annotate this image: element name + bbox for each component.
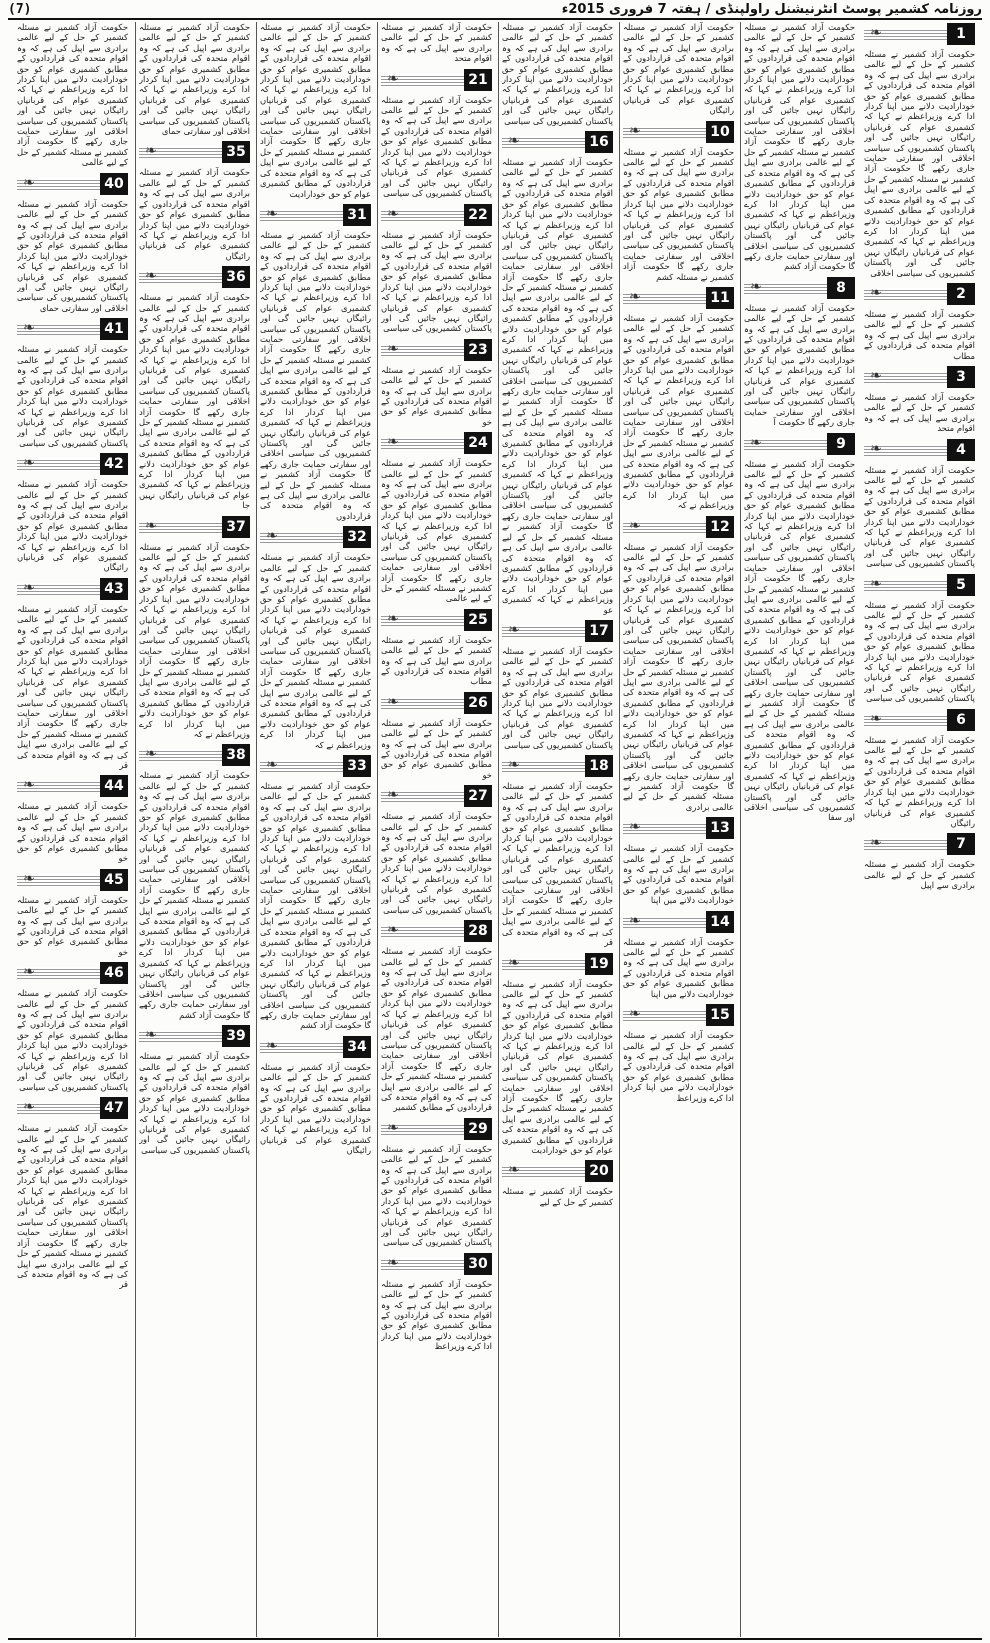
item-body-text: حکومت آزاد کشمیر نے مسئلہ کشمیر کے حل کے لیے عالمی برادری سے اپیل کی ہے کہ وہ اقوام متحدہ کی قراردادوں کے مطابق کشمیری عوام کو حق خودارادیت دلانے میں اپنا کردار ادا کرے وزیراعظم نے کہا کہ کشمیری عوام کی قربانیاں رائیگاں نہیں جائیں گی اور پاکستان کشمیریوں کی سیاسی اخلاقی اور سفارتی حمایت جاری رکھے گا حکومت آزاد کشمیر نے مسئلہ کشمیر کے حل کے لیے عالمی برادری سے اپیل کی ہے کہ وہ اقوام متحدہ کی قر — [17, 603, 128, 770]
leaf-ornament-icon: ❧ — [508, 621, 520, 638]
item-number: 15 — [706, 1004, 734, 1026]
leaf-ornament-icon: ❧ — [387, 340, 399, 357]
news-column — [377, 22, 495, 1637]
item-body-text: حکومت آزاد کشمیر نے مسئلہ کشمیر کے حل کے لیے عالمی برادری سے اپیل کی ہے کہ وہ اقوام متحدہ کی قراردادوں کے مطابق کشمیری عوام کو حق خودارادیت دلانے میں اپنا کردار ادا کرے وزیراعظم نے کہا کہ کشمیری عوام کی قربانیاں رائیگاں نہیں جائیں گی اور پاکستان کشمیریوں کی سیاسی اخلاقی اور سفارتی حمایت جاری رکھے گا حکومت آزاد کشمیر نے مسئلہ کشمیر کے حل کے لیے عالمی برادری سے اپیل کی ہے کہ وہ اقوام متحدہ کی قراردادوں کے مطابق کشمیری عوام کو حق خودارادیت — [502, 978, 613, 1155]
item-header — [502, 130, 613, 154]
item-body-text: حکومت آزاد کشمیر نے مسئلہ کشمیر کے حل کے لیے عالمی برادری سے اپیل کی ہے کہ وہ اقوام متحدہ کی قراردادوں کے مطابق کشمیری عوام کو حق خودارادیت دلانے میں اپنا کردار ادا کرے وزیراعظم نے کہا کہ کشمیری عوام کی قربانیاں رائیگاں — [864, 734, 975, 828]
item-body-text: حکومت آزاد کشمیر نے مسئلہ کشمیر کے حل کے لیے عالمی برادری سے اپیل کی ہے کہ وہ اقوام متحدہ کی قراردادوں کے مطابق کشمیری عوام کو حق خودارادیت دلانے میں اپنا — [623, 936, 734, 999]
item-number: 41 — [100, 318, 128, 340]
news-item — [864, 365, 975, 434]
news-item — [17, 172, 128, 313]
item-header — [864, 282, 975, 306]
item-header — [864, 438, 975, 462]
leaf-ornament-icon: ❧ — [23, 964, 35, 981]
item-body-text: حکومت آزاد کشمیر نے مسئلہ کشمیر کے حل کے لیے عالمی برادری سے اپیل کی ہے کہ وہ اقوام متحدہ کی قراردادوں کے مطابق کشمیری عوام کو حق خودارادیت دلانے میں اپنا کردار ادا کرے وزیراعظم نے کہا کہ کشمیری عوام کی قربانیاں رائیگاں نہیں جائیں گی اور پاکستان کشمیریوں کی سیاسی — [864, 464, 975, 569]
news-item — [17, 452, 128, 573]
news-item — [623, 515, 734, 813]
leaf-ornament-icon: ❧ — [629, 517, 641, 534]
leaf-ornament-icon: ❧ — [387, 70, 399, 87]
item-body-text: حکومت آزاد کشمیر نے مسئلہ کشمیر کے حل کے لیے عالمی برادری سے اپیل کی ہے کہ وہ اقوام متحدہ کی قراردادوں کے مطابق کشمیری عوام کو حق خودارادیت دلانے میں اپنا کردار ادا کرے وزیراعظ — [623, 1030, 734, 1103]
news-item — [623, 22, 734, 116]
news-item — [864, 438, 975, 569]
item-body-text: حکومت آزاد کشمیر نے مسئلہ کشمیر کے حل کے لیے عالمی برادری سے اپیل کی ہے کہ وہ اقوام متحدہ کی قراردادوں کے مطابق کشمیری عوام کو حق خودارادیت دلانے میں اپنا کردار ادا کرے وزیراعظم نے کہا کہ کشمیری عوام کی قربانیاں رائیگاں نہیں جائیں گی اور پاکستان کشمیریوں کی سیاسی اخلاقی اور سفارتی حمایت جاری رکھے گا حکومت آزاد کشمیر نے مسئلہ کشمیر کے حل کے لیے عالمی برادری سے اپیل کی ہے کہ وہ اقوام متحدہ کی قراردادوں کے مطابق کشمیری عوام کو حق خودارادیت دلانے میں اپنا کردار ادا کرے وزیراعظم نے کہا کہ کشمیری عوام کی قربانیاں رائیگاں نہیں جائیں گی اور پاکستان کشمیریوں کی سیاسی اخلاقی اور سفارتی حمایت جاری رکھے گا حکومت آزاد کشمیر نے مسئلہ کشمیر کے حل کے لیے عالمی برادری سے اپیل کی ہے کہ وہ اقوام متحدہ کی قراردادوں — [260, 229, 371, 521]
item-header — [381, 68, 492, 92]
news-item — [17, 774, 128, 863]
item-header — [139, 1024, 250, 1048]
news-item — [502, 619, 613, 750]
item-number: 14 — [706, 911, 734, 933]
leaf-ornament-icon: ❧ — [23, 455, 35, 472]
item-body-text: حکومت آزاد کشمیر نے مسئلہ کشمیر کے حل کے لیے عالمی برادری سے اپیل کی ہے کہ وہ اقوام متحدہ کی قراردادوں کے مطابق کشمیری عوام کو حق خودارادیت دلانے میں اپنا کردار ادا کرے وزیراعظم نے کہا کہ کشمیری عوام کی قربانیاں رائیگاں نہیں جائیں گی اور پاکستان کشمیریوں کی سیاسی اخلاقی اور سفارتی حمایت جاری رکھے گا حکومت آزاد کشمیر نے مسئلہ کشمیر کے حل کے لیے عالمی برادری سے اپیل کی ہے کہ وہ اقوام متحدہ کی قر — [502, 781, 613, 948]
item-header — [502, 619, 613, 643]
item-number: 32 — [343, 526, 371, 548]
item-number: 27 — [464, 785, 492, 807]
news-item — [139, 743, 250, 1020]
item-header — [864, 573, 975, 597]
item-number: 6 — [947, 709, 975, 731]
leaf-ornament-icon: ❧ — [23, 1099, 35, 1116]
news-item — [139, 22, 250, 136]
item-number: 1 — [947, 23, 975, 45]
news-item — [17, 868, 128, 957]
leaf-ornament-icon: ❧ — [870, 835, 882, 852]
item-header — [381, 608, 492, 632]
leaf-ornament-icon: ❧ — [266, 757, 278, 773]
item-header — [744, 276, 855, 300]
item-number: 3 — [947, 366, 975, 388]
item-body-text: حکومت آزاد کشمیر نے مسئلہ کشمیر کے حل کے لیے — [502, 1186, 613, 1207]
leaf-ornament-icon: ❧ — [266, 528, 278, 545]
leaf-ornament-icon: ❧ — [870, 710, 882, 727]
news-item — [17, 22, 128, 168]
item-header — [260, 1035, 371, 1059]
item-number: 10 — [706, 121, 734, 143]
item-header — [381, 691, 492, 715]
item-body-text: حکومت آزاد کشمیر نے مسئلہ کشمیر کے حل کے لیے عالمی برادری سے اپیل کی ہے کہ وہ اقوام متحدہ کی قراردادوں کے مطابق کشمیری عوام کو حق خودارادیت دلانے میں اپنا کردار ادا کرے وزیراعظم نے کہا کہ کشمیری عوام کی قربانیاں رائیگاں نہیں جائیں گی اور پاکستان کشمیریوں کی سیاسی اخلاقی اور سفارتی حمایت جاری رکھے گا حکومت آزاد کشمیر نے مسئلہ کشمیر کے حل کے لیے عالمی برادری سے اپیل کی ہے کہ وہ اقوام متحدہ کی قراردادوں کے مطابق کشمیری عوام کو حق خودارادیت دلانے میں اپنا کردار ادا کرے وزیراعظم نے کہا کہ کشمیری عوام کی قربانیاں رائیگاں نہیں جائیں گی اور پاکستان کشمیریوں کی سیاسی اخلاقی اور سفارتی حمایت جاری رکھے گا حکومت آزاد کشم — [139, 770, 250, 1020]
item-body-text: حکومت آزاد کشمیر نے مسئلہ کشمیر کے حل کے لیے عالمی برادری سے اپیل کی ہے کہ وہ اقوام متحدہ کی قراردادوں کے مطابق کشمیری عوام کو حق خودارادیت دلانے میں اپنا کردار ادا کرے وزیراعظم نے کہا کہ کشمیری عوام کی قربانیاں رائیگاں — [139, 167, 250, 261]
item-number: 35 — [222, 141, 250, 163]
item-header — [502, 1159, 613, 1183]
item-number: 33 — [343, 755, 371, 777]
news-item — [17, 317, 128, 448]
item-body-text: حکومت آزاد کشمیر نے مسئلہ کشمیر کے حل کے لیے عالمی برادری سے اپیل کی ہے کہ وہ اقوام متحدہ کی قراردادوں کے مطاب — [381, 634, 492, 687]
leaf-ornament-icon: ❧ — [750, 434, 762, 451]
item-header — [17, 868, 128, 892]
item-number: 38 — [222, 744, 250, 766]
item-header — [17, 1096, 128, 1120]
leaf-ornament-icon: ❧ — [387, 693, 399, 710]
item-body-text: حکومت آزاد کشمیر نے مسئلہ کشمیر کے حل کے لیے عالمی برادری سے اپیل کی ہے کہ وہ اقوام متحدہ کی قراردادوں کے مطابق کشمیری عوام کو حق خودارادیت دلانے میں اپنا کردار ادا کرے وزیراعظم نے کہا کہ کشمیری عوام کی قربانیاں رائیگاں نہیں جائیں گی اور پاکستان کشمیریوں کی سیاسی اخلاقی اور سفارتی حمایت جاری رکھے گا حکومت آزاد کشمیر نے مسئلہ کشمیر کے حل کے لیے عالمی برادری سے اپیل کی ہے کہ وہ اقوام متحدہ کی قراردادوں کے مطابق کشمیری عوام کو حق خودارادیت دلانے میں اپنا کردار ادا کرے وزیراعظم نے کہ — [260, 552, 371, 750]
item-number: 39 — [222, 1025, 250, 1047]
leaf-ornament-icon: ❧ — [266, 205, 278, 222]
news-column — [619, 22, 737, 1637]
page-number: (7) — [8, 1, 32, 17]
leaf-ornament-icon: ❧ — [23, 579, 35, 596]
leaf-ornament-icon: ❧ — [508, 954, 520, 971]
item-body-text: حکومت آزاد کشمیر نے مسئلہ کشمیر کے حل کے لیے عالمی برادری سے اپیل کی ہے کہ وہ اقوام متحدہ کی قراردادوں کے مطابق کشمیری عوام کو حق خودارادیت دلانے میں اپنا کردار ادا کرے وزیراعظم نے کہا کہ کشمیری عوام کی قربانیاں رائیگاں — [623, 22, 734, 116]
item-body-text: حکومت آزاد کشمیر نے مسئلہ کشمیر کے حل کے لیے عالمی برادری سے اپیل کی ہے کہ وہ اقوام متحدہ کی قراردادوں کے مطابق کشمیری عوام کو حق خودارادیت دلانے میں اپنا — [623, 843, 734, 906]
item-number: 19 — [585, 953, 613, 975]
item-number: 45 — [100, 869, 128, 891]
item-header — [17, 317, 128, 341]
item-body-text: حکومت آزاد کشمیر نے مسئلہ کشمیر کے حل کے لیے عالمی برادری سے اپیل کی ہے کہ وہ اقوام متحدہ کی قراردادوں کے مطاب — [864, 308, 975, 361]
item-header — [502, 952, 613, 976]
news-item — [139, 265, 250, 511]
news-item — [139, 515, 250, 740]
item-header — [744, 432, 855, 456]
leaf-ornament-icon: ❧ — [387, 205, 399, 222]
item-number: 9 — [827, 433, 855, 455]
leaf-ornament-icon: ❧ — [387, 1254, 399, 1271]
item-number: 25 — [464, 609, 492, 631]
item-number: 18 — [585, 755, 613, 777]
leaf-ornament-icon: ❧ — [870, 284, 882, 301]
item-header — [623, 910, 734, 934]
news-item — [260, 1035, 371, 1156]
item-body-text: حکومت آزاد کشمیر نے مسئلہ کشمیر کے حل کے لیے عالمی برادری سے اپیل کی ہے کہ وہ اقوام متحدہ کی قراردادوں کے مطابق کشمیری عوام کو حق خودارادیت دلانے میں اپنا کردار ادا کرے وزیراعظم نے کہا کہ کشمیری عوام کی قربانیاں رائیگاں نہیں جائیں گی اور پاکستان کشمیریوں کی سیاسی اخلاقی اور سفارتی حمایت جاری رکھے گا حکومت آزاد کشمیر نے مسئلہ کشمیر کے حل کے لیے عالمی برادری سے اپیل کی ہے کہ وہ اقوام متحدہ کی قراردادوں کے مطابق کشمیر — [381, 946, 492, 1113]
item-body-text: حکومت آزاد کشمیر نے مسئلہ کشمیر کے حل کے لیے عالمی برادری سے اپیل کی ہے کہ وہ اقوام متحدہ کی قراردادوں کے مطابق کشمیری عوام کو حق خودارادیت دلانے میں اپنا کردار ادا کرے وزیراعظ — [381, 1278, 492, 1352]
item-number: 42 — [100, 453, 128, 475]
item-body-text: حکومت آزاد کشمیر نے مسئلہ کشمیر کے حل کے لیے عالمی برادری سے اپیل کی ہے کہ وہ اقوام متحدہ کی قراردادوں کے مطابق کشمیری عوام کو حق خودارادیت دلانے میں اپنا کردار ادا کرے وزیراعظم نے کہا کہ کشمیری عوام کی قربانیاں رائیگاں نہیں جائیں گی اور پاکستان کشمیریوں کی سیاسی — [864, 599, 975, 704]
news-item — [864, 22, 975, 278]
item-header — [17, 577, 128, 601]
leaf-ornament-icon: ❧ — [870, 440, 882, 457]
item-number: 31 — [343, 204, 371, 226]
item-header — [17, 452, 128, 476]
news-item — [381, 203, 492, 334]
item-number: 26 — [464, 692, 492, 714]
news-item — [381, 919, 492, 1113]
item-body-text: حکومت آزاد کشمیر نے مسئلہ کشمیر کے حل کے لیے عالمی برادری سے اپیل کی ہے کہ وہ اقوام متحد — [381, 22, 492, 64]
item-body-text: حکومت آزاد کشمیر نے مسئلہ کشمیر کے حل کے لیے عالمی برادری سے اپیل کی ہے کہ وہ اقوام متحدہ کی قراردادوں کے مطابق کشمیری عوام کو حق خودارادیت دلانے میں اپنا کردار ادا کرے وزیراعظم نے کہا کہ کشمیری عوام کی قربانیاں رائیگاں نہیں جائیں گی اور پاکستان کشمیریوں کی سیاسی اخلاقی اور سفارتی حمایت جاری رکھے گا حکومت آزاد کشمیر نے مسئلہ کشمیر کے حل کے لیے عالمی — [381, 458, 492, 604]
masthead-title: روزنامہ کشمیر پوسٹ انٹرنیشنل راولپنڈی / ہفتہ 7 فروری 2015ء — [561, 1, 982, 17]
item-number: 30 — [464, 1253, 492, 1275]
item-number: 47 — [100, 1097, 128, 1119]
leaf-ornament-icon: ❧ — [387, 434, 399, 451]
news-item — [381, 1117, 492, 1248]
news-column — [135, 22, 253, 1637]
item-number: 8 — [827, 277, 855, 299]
news-item — [864, 708, 975, 829]
news-item — [139, 140, 250, 261]
item-body-text: حکومت آزاد کشمیر نے مسئلہ کشمیر کے حل کے لیے عالمی برادری سے اپیل کی ہے کہ وہ اقوام متحدہ کی قراردادوں کے مطابق کشمیری عوام کو حق خودارادیت دلانے میں اپنا کردار ادا کرے وزیراعظم نے کہا کہ کشمیری عوام کی قربانیاں رائیگاں نہیں جائیں گی اور پاکستان کشمیریوں کی سیاسی اخلاقی اور سفارتی حمایت جاری رکھے گا حکومت آزاد کشمیر نے مسئلہ کشمیر کے حل کے لیے عالمی برادری سے اپیل کی ہے کہ وہ اقوام متحدہ کی قراردادوں کے مطابق کشمیری عوام کو حق خودارادیت دلانے میں اپنا کردار ادا کرے وزیراعظم نے کہا کہ کشمیری عوام کی قربانیاں رائیگاں نہیں جائیں گی اور پاکستان کشمیریوں کی سیاسی اخلاقی اور سفارتی حمایت جاری رکھے گا حکومت آزاد کشم — [744, 22, 855, 272]
leaf-ornament-icon: ❧ — [870, 25, 882, 41]
item-number: 36 — [222, 266, 250, 288]
leaf-ornament-icon: ❧ — [508, 133, 520, 150]
item-body-text: حکومت آزاد کشمیر نے مسئلہ کشمیر کے حل کے لیے عالمی برادری سے اپیل کی ہے کہ وہ اقوام متحدہ کی قراردادوں کے مطابق کشمیری عوام کو حق خودارادیت دلانے میں اپنا کردار ادا کرے وزیراعظم نے کہا کہ کشمیری عوام کی قربانیاں رائیگاں نہیں جائیں گی اور پاکستان کشمیریوں کی سیاسی — [17, 344, 128, 448]
item-number: 21 — [464, 69, 492, 91]
news-item — [17, 961, 128, 1092]
news-item — [139, 1024, 250, 1155]
leaf-ornament-icon: ❧ — [387, 1119, 399, 1136]
news-item — [381, 608, 492, 687]
item-body-text: حکومت آزاد کشمیر نے مسئلہ کشمیر کے حل کے لیے عالمی برادری سے اپیل کی ہے کہ وہ اقوام متحدہ کی قراردادوں کے مطابق کشمیری عوام کو حق خو — [381, 717, 492, 780]
news-column — [256, 22, 374, 1637]
item-body-text: حکومت آزاد کشمیر نے مسئلہ کشمیر کے حل کے لیے عالمی برادری سے اپیل کی ہے کہ وہ اقوام متحدہ کی قراردادوں کے مطابق کشمیری عوام کو حق خودارادیت دلانے میں اپنا کردار ادا کرے وزیراعظم نے کہا کہ کشمیری عوام کی قربانیاں رائیگاں نہیں جائیں گی اور پاکستان کشمیریوں کی سیاسی — [502, 645, 613, 750]
leaf-ornament-icon: ❧ — [629, 912, 641, 929]
news-item — [381, 431, 492, 604]
item-header — [260, 203, 371, 227]
leaf-ornament-icon: ❧ — [145, 268, 157, 285]
item-header — [381, 919, 492, 943]
item-body-text: حکومت آزاد کشمیر نے مسئلہ کشمیر کے حل کے لیے عالمی برادری سے اپیل کی ہے کہ وہ اقوام متحد — [864, 391, 975, 434]
item-number: 4 — [947, 439, 975, 461]
leaf-ornament-icon: ❧ — [870, 367, 882, 384]
item-body-text: حکومت آزاد کشمیر نے مسئلہ کشمیر کے حل کے لیے عالمی برادری سے اپیل کی ہے کہ وہ اقوام متحدہ کی قراردادوں کے مطابق کشمیری عوام کو حق خودارادیت دلانے میں اپنا کردار ادا کرے وزیراعظم نے کہا کہ کشمیری عوام کی قربانیاں رائیگاں نہیں جائیں گی اور پاکستان کشمیریوں کی سیاسی اخلاقی اور سفارتی حمایت جاری رکھے گا حکومت آزاد کشمیر نے مسئلہ کشمیر کے حل کے لیے عالمی — [17, 22, 128, 168]
item-body-text: حکومت آزاد کشمیر نے مسئلہ کشمیر کے حل کے لیے عالمی برادری سے اپیل کی ہے کہ وہ اقوام متحدہ کی قراردادوں کے مطابق کشمیری عوام کو حق خودارادیت دلانے میں اپنا کردار ادا کرے وزیراعظم نے کہا کہ کشمیری عوام کی قربانیاں رائیگاں نہیں جائیں گی اور پاکستان کشمیریوں کی سیاسی اخلاقی اور سفارتی حمایت جاری رکھے گا حکومت آزاد کشمیر نے مسئلہ کشمیر کے حل کے لیے عالمی برادری سے اپیل کی ہے کہ وہ اقوام متحدہ کی قراردادوں کے مطابق کشمیری عوام کو حق خودارادیت دلانے میں اپنا کردار ادا کرے وزیراعظم نے کہ — [623, 312, 734, 511]
leaf-ornament-icon: ❧ — [23, 320, 35, 337]
leaf-ornament-icon: ❧ — [23, 174, 35, 191]
leaf-ornament-icon: ❧ — [387, 922, 399, 939]
item-number: 23 — [464, 339, 492, 361]
leaf-ornament-icon: ❧ — [145, 143, 157, 160]
item-header — [864, 708, 975, 732]
item-number: 40 — [100, 173, 128, 195]
leaf-ornament-icon: ❧ — [145, 1027, 157, 1044]
item-number: 24 — [464, 432, 492, 454]
news-item — [623, 1003, 734, 1103]
item-number: 12 — [706, 516, 734, 538]
item-number: 28 — [464, 920, 492, 942]
leaf-ornament-icon: ❧ — [629, 288, 641, 305]
footer-rule — [8, 1638, 982, 1640]
masthead — [8, 0, 982, 20]
leaf-ornament-icon: ❧ — [145, 517, 157, 534]
news-item — [502, 952, 613, 1156]
item-body-text: حکومت آزاد کشمیر نے مسئلہ کشمیر کے حل کے لیے عالمی برادری سے اپیل کی ہے کہ وہ اقوام متحدہ کی قراردادوں کے مطابق کشمیری عوام کو حق خودارادیت دلانے میں اپنا کردار ادا کرے وزیراعظم نے کہا کہ کشمیری عوام کی قربانیاں رائیگاں نہیں جائیں گی اور پاکستان کشمیریوں کی سیاسی اخلاقی اور سفارتی حمایت جاری رکھے گا حکومت آزاد کشمیر نے مسئلہ کشمیر کے حل کے لیے عالمی برادری سے اپیل کی ہے کہ وہ اقوام متحدہ کی قراردادوں کے مطابق کشمیری عوام کو حق خودارادیت دلانے میں اپنا کردار ادا کرے وزیراعظم نے کہا کہ کشمیری عوام کی قربانیاں رائیگاں نہیں جائیں گی اور پاکستان کشمیریوں کی سیاسی اخلاقی اور سفارتی حمایت جاری رکھے گا حکومت آزاد کشمیر نے مسئلہ کشمیر کے حل کے لیے عالمی برادری سے اپیل کی ہے کہ وہ اقوام متحدہ کی قراردادوں کے مطابق کشمیری عوام کو حق خودارادیت دلانے میں اپنا کردار ادا کرے وزیراعظم نے کہا کہ کشمیری عوام کی قربانیاں رائیگاں نہیں جائیں گی اور پاکستان کشمیریوں کی سیاسی اخلاقی اور سفارتی حمایت جاری رکھے گا حکومت آزاد کشمیر نے مسئلہ کشمیر کے حل کے لیے عالمی برادری سے اپیل کی ہے کہ وہ اقوام متحدہ کی قراردادوں کے مطابق کشمیری عوام کو حق خودارادیت دلانے میں اپنا کردار ادا کرے وزیراعظم نے کہا کہ کشمیری عو — [502, 157, 613, 615]
news-item — [502, 754, 613, 948]
news-item — [17, 577, 128, 771]
item-body-text: حکومت آزاد کشمیر نے مسئلہ کشمیر کے حل کے لیے عالمی برادری سے اپیل کی ہے کہ وہ اقوام متحدہ کی قراردادوں کے مطابق کشمیری عوام کو حق خودارادیت دلانے میں اپنا کردار ادا کرے وزیراعظم نے کہا کہ کشمیری عوام کی قربانیاں رائیگاں نہیں جائیں گی اور پاکستان کشمیریوں کی سیاسی اخلاقی اور سفارتی حمایت جاری رکھے گا حکومت آزاد کشمیر نے مسئلہ کشم — [623, 146, 734, 282]
item-header — [260, 754, 371, 778]
item-header — [623, 1003, 734, 1027]
leaf-ornament-icon: ❧ — [266, 1037, 278, 1054]
item-body-text: حکومت آزاد کشمیر نے مسئلہ کشمیر کے حل کے لیے عالمی برادری سے اپیل کی ہے کہ وہ اقوام متحدہ کی قراردادوں کے مطابق کشمیری عوام کو حق خودارادیت دلانے میں اپنا کردار ادا کرے وزیراعظم نے کہا کہ کشمیری عوام کی قربانیاں رائیگاں نہیں جائیں گی اور پاکستان کشمیریوں کی سیاسی اخلاقی اور سفارتی حمایت جاری رکھے گا حکومت آ — [744, 302, 855, 428]
news-item — [381, 691, 492, 780]
item-body-text: حکومت آزاد کشمیر نے مسئلہ کشمیر کے حل کے لیے عالمی برادری سے اپیل کی ہے کہ وہ اقوام متحدہ کی قراردادوں کے مطابق کشمیری عوام کو حق خودارادیت دلانے میں اپنا کردار ادا کرے وزیراعظم نے کہا کہ کشمیری عوام کی قربانیاں رائیگاں نہیں جائیں گی اور پاکستان کشمیریوں کی سیاسی اخلاقی اور سفارتی حمایت جاری رکھے گا حکومت آزاد کشمیر نے مسئلہ کشمیر کے حل کے لیے عالمی برادری سے اپیل کی ہے کہ وہ اقوام متحدہ کی قر — [17, 1123, 128, 1290]
item-body-text: حکومت آزاد کشمیر نے مسئلہ کشمیر کے حل کے لیے عالمی برادری سے اپیل کی ہے کہ وہ اقوام متحدہ کی قراردادوں کے مطابق کشمیری عوام کو حق خودارادیت دلانے میں اپنا کردار ادا کرے وزیراعظم نے کہا کہ کشمیری عوام کی قربانیاں رائیگاں — [260, 1061, 371, 1155]
leaf-ornament-icon: ❧ — [387, 787, 399, 804]
item-number: 34 — [343, 1036, 371, 1058]
item-header — [381, 431, 492, 455]
item-header — [623, 515, 734, 539]
news-item — [260, 203, 371, 521]
item-header — [139, 265, 250, 289]
item-number: 43 — [100, 578, 128, 600]
news-item — [744, 276, 855, 428]
item-header — [17, 172, 128, 196]
item-number: 11 — [706, 287, 734, 309]
item-header — [864, 832, 975, 856]
item-header — [864, 365, 975, 389]
item-body-text: حکومت آزاد کشمیر نے مسئلہ کشمیر کے حل کے لیے عالمی برادری سے اپیل کی ہے کہ وہ اقوام متحدہ کی قراردادوں کے مطابق کشمیری عوام کو حق خودارادیت دلانے میں اپنا کردار ادا کرے وزیراعظم نے کہا کہ کشمیری عوام کی قربانیاں رائیگاں نہیں جائیں گی اور پاکستان کشمیریوں کی سیاسی اخلاقی اور سفارتی حمایت جاری رکھے گا حکومت آزاد کشمیر نے مسئلہ کشمیر کے حل کے لیے عالمی برادری سے اپیل کی ہے کہ وہ اقوام متحدہ کی قراردادوں کے مطابق کشمیری عوام کو حق خودارادیت دلانے میں اپنا کردار ادا کرے وزیراعظم نے کہا کہ کشمیری عوام کی قربانیاں رائیگاں نہیں جائیں گی اور پاکستان کشمیریوں کی سیاسی اخلاقی اور سفارتی حمایت جاری رکھے گا حکومت آزاد کشم — [260, 781, 371, 1031]
leaf-ornament-icon: ❧ — [629, 1006, 641, 1023]
item-header — [381, 203, 492, 227]
news-item — [502, 130, 613, 615]
news-item — [623, 120, 734, 282]
leaf-ornament-icon: ❧ — [750, 278, 762, 295]
item-header — [17, 774, 128, 798]
item-body-text: حکومت آزاد کشمیر نے مسئلہ کشمیر کے حل کے لیے عالمی برادری سے اپیل کی ہے کہ وہ اقوام متحدہ کی قراردادوں کے مطابق کشمیری عوام کو حق خودارادیت دلانے میں اپنا کردار ادا کرے وزیراعظم نے کہا کہ کشمیری عوام کی قربانیاں رائیگاں نہیں جائیں گی اور پاکستان کشمیریوں کی سیاسی — [381, 94, 492, 199]
item-number: 7 — [947, 833, 975, 855]
item-number: 20 — [585, 1160, 613, 1182]
item-body-text: حکومت آزاد کشمیر نے مسئلہ کشمیر کے حل کے لیے عالمی برادری سے اپیل کی ہے کہ وہ اقوام متحدہ کی قراردادوں کے مطابق کشمیری عوام کو حق خو — [381, 364, 492, 427]
item-number: 44 — [100, 775, 128, 797]
news-item — [381, 22, 492, 64]
news-item — [260, 22, 371, 199]
item-body-text: حکومت آزاد کشمیر نے مسئلہ کشمیر کے حل کے لیے عالمی برادری سے اپیل کی ہے کہ وہ اقوام متحدہ کی قراردادوں کے مطابق کشمیری عوام کو حق خودارادیت دلانے میں اپنا کردار ادا کرے وزیراعظم نے کہا کہ کشمیری عوام کی قربانیاں رائیگاں — [17, 479, 128, 573]
news-item — [381, 68, 492, 199]
item-body-text: حکومت آزاد کشمیر نے مسئلہ کشمیر کے حل کے لیے عالمی برادری سے اپیل کی ہے کہ وہ اقوام متحدہ کی قراردادوں کے مطابق کشمیری عوام کو حق خودارادیت دلانے میں اپنا کردار ادا کرے وزیراعظم نے کہا کہ کشمیری عوام کی قربانیاں رائیگاں نہیں جائیں گی اور پاکستان کشمیریوں کی سیاسی — [381, 229, 492, 334]
item-header — [623, 286, 734, 310]
item-number: 22 — [464, 204, 492, 226]
news-column — [498, 22, 616, 1637]
item-number: 17 — [585, 620, 613, 642]
item-body-text: حکومت آزاد کشمیر نے مسئلہ کشمیر کے حل کے لیے عالمی برادری سے اپیل کی ہے کہ وہ اقوام متحدہ کی قراردادوں کے مطابق کشمیری عوام کو حق خودارادیت دلانے میں اپنا کردار ادا کرے وزیراعظم نے کہا کہ کشمیری عوام کی قربانیاں رائیگاں نہیں جائیں گی اور پاکستان کشمیریوں کی سیاسی — [502, 22, 613, 126]
item-body-text: حکومت آزاد کشمیر نے مسئلہ کشمیر کے حل کے لیے عالمی برادری سے اپیل کی ہے کہ وہ اقوام متحدہ کی قراردادوں کے مطابق کشمیری عوام کو حق خودارادیت دلانے میں اپنا کردار ادا کرے وزیراعظم نے کہا کہ کشمیری عوام کی قربانیاں رائیگاں نہیں جائیں گی اور پاکستان کشمیریوں کی سیاسی — [17, 988, 128, 1092]
item-number: 37 — [222, 516, 250, 538]
item-header — [502, 754, 613, 778]
item-header — [381, 784, 492, 808]
news-item — [623, 816, 734, 905]
leaf-ornament-icon: ❧ — [508, 1162, 520, 1179]
item-body-text: حکومت آزاد کشمیر نے مسئلہ کشمیر کے حل کے لیے عالمی برادری سے اپیل کی ہے کہ وہ اقوام متحدہ کی قراردادوں کے مطابق کشمیری عوام کو حق خودارادیت دلانے میں اپنا کردار ادا کرے وزیراعظم نے کہا کہ کشمیری عوام کی قربانیاں رائیگاں نہیں جائیں گی اور پاکستان کشمیریوں کی سیاسی اخلاقی اور سفارتی حمای — [17, 198, 128, 313]
leaf-ornament-icon: ❧ — [145, 746, 157, 763]
item-header — [139, 515, 250, 539]
leaf-ornament-icon: ❧ — [508, 757, 520, 773]
item-body-text: حکومت آزاد کشمیر نے مسئلہ کشمیر کے حل کے لیے عالمی برادری سے اپیل کی ہے کہ وہ اقوام متحدہ کی قراردادوں کے مطابق کشمیری عوام کو حق خودارادیت دلانے میں اپنا کردار ادا کرے وزیراعظم نے کہا کہ کشمیری عوام کی قربانیاں رائیگاں نہیں جائیں گی اور پاکستان کشمیریوں کی سیاسی اخلاقی اور سفارتی حمایت جاری رکھے گا حکومت آزاد کشمیر نے مسئلہ کشمیر کے حل کے لیے عالمی برادری سے اپیل کی ہے کہ وہ اقوام متحدہ کی قراردادوں کے مطابق کشمیری عوام کو حق خودارادیت دلانے میں اپنا کردار ادا کرے وزیراعظم نے کہ — [139, 541, 250, 739]
item-number: 16 — [585, 131, 613, 153]
news-item — [17, 1096, 128, 1290]
item-body-text: حکومت آزاد کشمیر نے مسئلہ کشمیر کے حل کے لیے عالمی برادری سے اپیل کی ہے کہ وہ اقوام متحدہ کی قراردادوں کے مطابق کشمیری عوام کو حق خودارادیت دلانے میں اپنا کردار ادا کرے وزیراعظم نے کہا کہ کشمیری عوام کی قربانیاں رائیگاں نہیں جائیں گی اور پاکستان کشمیریوں کی سیاسی اخلاقی اور سفارتی حمایت جاری رکھے گا حکومت آزاد کشمیر نے مسئلہ کشمیر کے حل کے لیے عالمی برادری سے اپیل کی ہے کہ وہ اقوام متحدہ کی قراردادوں کے مطابق کشمیری عوام کو حق خودارادیت دلانے میں اپنا کردار ادا کرے وزیراعظم نے کہا کہ کشمیری عوام کی قربانیاں رائیگاں نہیں جائیں گی اور پاکستان کشمیریوں کی سیاسی اخلاقی اور سفارتی حمایت جاری رکھے گا حکومت آزاد کشمیر نے مسئلہ کشمیر کے حل کے لیے عالمی برادری — [623, 541, 734, 812]
item-body-text: حکومت آزاد کشمیر نے مسئلہ کشمیر کے حل کے لیے عالمی برادری سے اپیل کی ہے کہ وہ اقوام متحدہ کی قراردادوں کے مطابق کشمیری عوام کو حق خودارادیت دلانے میں اپنا کردار ادا کرے وزیراعظم نے کہا کہ کشمیری عوام کی قربانیاں رائیگاں نہیں جائیں گی اور پاکستان کشمیریوں کی سیاسی اخلاقی اور سفارتی حمای — [139, 22, 250, 137]
leaf-ornament-icon: ❧ — [629, 819, 641, 836]
item-number: 5 — [947, 574, 975, 596]
news-item — [623, 286, 734, 511]
leaf-ornament-icon: ❧ — [23, 870, 35, 887]
item-body-text: حکومت آزاد کشمیر نے مسئلہ کشمیر کے حل کے لیے عالمی برادری سے اپیل کی ہے کہ وہ اقوام متحدہ کی قراردادوں کے مطابق کشمیری عوام کو حق خودارادیت دلانے میں اپنا کردار ادا کرے وزیراعظم نے کہا کہ کشمیری عوام کی قربانیاں رائیگاں نہیں جائیں گی اور پاکستان کشمیریوں کی سیاسی — [381, 811, 492, 915]
item-header — [139, 140, 250, 164]
news-item — [381, 1252, 492, 1352]
item-header — [623, 816, 734, 840]
news-item — [864, 282, 975, 361]
leaf-ornament-icon: ❧ — [629, 122, 641, 139]
news-item — [260, 525, 371, 750]
news-item — [502, 1159, 613, 1207]
item-header — [623, 120, 734, 144]
news-column — [861, 22, 978, 1637]
leaf-ornament-icon: ❧ — [387, 610, 399, 627]
leaf-ornament-icon: ❧ — [23, 777, 35, 794]
item-number: 46 — [100, 962, 128, 984]
news-column — [740, 22, 858, 1637]
news-item — [623, 910, 734, 999]
item-body-text: حکومت آزاد کشمیر نے مسئلہ کشمیر کے حل کے لیے عالمی برادری سے اپیل کی ہے کہ وہ اقوام متحدہ کی قراردادوں کے مطابق کشمیری عوام کو حق خودارادیت دلانے میں اپنا کردار ادا کرے وزیراعظم نے کہا کہ کشمیری عوام کی قربانیاں رائیگاں نہیں جائیں گی اور پاکستان کشمیریوں کی سیاسی — [139, 1051, 250, 1155]
item-body-text: حکومت آزاد کشمیر نے مسئلہ کشمیر کے حل کے لیے عالمی برادری سے اپیل کی ہے کہ وہ اقوام متحدہ کی قراردادوں کے مطابق کشمیری عوام کو حق خودارادیت دلانے میں اپنا کردار ادا کرے وزیراعظم نے کہا کہ کشمیری عوام کی قربانیاں رائیگاں نہیں جائیں گی اور پاکستان کشمیریوں کی سیاسی اخلاقی اور سفارتی حمایت جاری رکھے گا حکومت آزاد کشمیر نے مسئلہ کشمیر کے حل کے لیے عالمی برادری سے اپیل کی ہے کہ وہ اقوام متحدہ کی قراردادوں کے مطابق کشمیری عوام کو حق خودارادیت دلانے میں اپنا کردار ادا کرے وزیراعظم نے کہا کہ کشمیری عوام کی قربانیاں رائیگاں نہیں جا — [139, 292, 250, 511]
news-item — [744, 22, 855, 272]
item-number: 29 — [464, 1118, 492, 1140]
item-body-text: حکومت آزاد کشمیر نے مسئلہ کشمیر کے حل کے لیے عالمی برادری سے اپیل کی ہے کہ وہ اقوام متحدہ کی قراردادوں کے مطابق کشمیری عوام کو حق خودارادیت دلانے میں اپنا کردار ادا کرے وزیراعظم نے کہا کہ کشمیری عوام کی قربانیاں رائیگاں نہیں جائیں گی اور پاکستان کشمیریوں کی سیاسی اخلاقی اور سفارتی حمایت جاری رکھے گا حکومت آزاد کشمیر نے مسئلہ کشمیر کے حل کے لیے عالمی برادری سے اپیل کی ہے کہ وہ اقوام متحدہ کی قراردادوں کے مطابق کشمیری عوام کو حق خودارادیت دلانے میں اپنا کردار ادا کرے وزیراعظم نے کہا کہ کشمیری عوام کی قربانیاں رائیگاں نہیں جائیں گی اور پاکستان کشمیریوں کی سیاسی اخلاقی اور سفارتی حمایت جاری رکھے گا حکومت آزاد کشمیر نے مسئلہ کشمیر کے حل کے لیے عالمی برادری سے اپیل کی ہے کہ وہ اقوام متحدہ کی قراردادوں کے مطابق کشمیری عوام کو حق خودارادیت دلانے میں اپنا کردار ادا کرے وزیراعظم نے کہا کہ کشمیری عوام کی قربانیاں رائیگاں نہیں جائیں گی اور پاکستان کشمیریوں کی سیاسی اخلاقی اور سفا — [744, 458, 855, 823]
news-item — [864, 832, 975, 890]
item-number: 2 — [947, 283, 975, 305]
news-item — [260, 754, 371, 1031]
item-body-text: حکومت آزاد کشمیر نے مسئلہ کشمیر کے حل کے لیے عالمی برادری سے اپیل کی ہے کہ وہ اقوام متحدہ کی قراردادوں کے مطابق کشمیری عوام کو حق خو — [17, 801, 128, 864]
item-body-text: حکومت آزاد کشمیر نے مسئلہ کشمیر کے حل کے لیے عالمی برادری سے اپیل — [864, 859, 975, 891]
item-header — [139, 743, 250, 767]
news-item — [381, 338, 492, 427]
news-column — [14, 22, 131, 1637]
news-item — [744, 432, 855, 823]
item-header — [864, 22, 975, 46]
item-header — [381, 1252, 492, 1276]
leaf-ornament-icon: ❧ — [870, 575, 882, 592]
news-item — [864, 573, 975, 704]
news-item — [381, 784, 492, 915]
item-header — [381, 1117, 492, 1141]
item-body-text: حکومت آزاد کشمیر نے مسئلہ کشمیر کے حل کے لیے عالمی برادری سے اپیل کی ہے کہ وہ اقوام متحدہ کی قراردادوں کے مطابق کشمیری عوام کو حق خودارادیت دلانے میں اپنا کردار ادا کرے وزیراعظم نے کہا کہ کشمیری عوام کی قربانیاں رائیگاں نہیں جائیں گی اور پاکستان کشمیریوں کی سیاسی اخلاقی اور سفارتی حمایت جاری رکھے گا حکومت آزاد کشمیر نے مسئلہ کشمیر کے حل کے لیے عالمی برادری سے اپیل کی ہے کہ وہ اقوام متحدہ کی قراردادوں کے مطابق کشمیری عوام کو حق خودارادیت — [260, 22, 371, 199]
item-body-text: حکومت آزاد کشمیر نے مسئلہ کشمیر کے حل کے لیے عالمی برادری سے اپیل کی ہے کہ وہ اقوام متحدہ کی قراردادوں کے مطابق کشمیری عوام کو حق خو — [17, 894, 128, 957]
item-body-text: حکومت آزاد کشمیر نے مسئلہ کشمیر کے حل کے لیے عالمی برادری سے اپیل کی ہے کہ وہ اقوام متحدہ کی قراردادوں کے مطابق کشمیری عوام کو حق خودارادیت دلانے میں اپنا کردار ادا کرے وزیراعظم نے کہا کہ کشمیری عوام کی قربانیاں رائیگاں نہیں جائیں گی اور پاکستان کشمیریوں کی سیاسی اخلاقی اور سفارتی حمایت جاری رکھے گا حکومت آزاد کشمیر نے مسئلہ کشمیر کے حل کے لیے عالمی برادری سے اپیل کی ہے کہ وہ اقوام متحدہ کی قراردادوں کے مطابق کشمیری عوام کو حق خودارادیت دلانے میں اپنا کردار ادا کرے وزیراعظم نے کہا کہ کشمیری عوام کی قربانیاں رائیگاں نہیں جائیں گی اور پاکستان کشمیریوں کی سیاسی اخلاقی — [864, 49, 975, 278]
news-item — [502, 22, 613, 126]
item-header — [260, 525, 371, 549]
item-header — [17, 961, 128, 985]
item-number: 13 — [706, 817, 734, 839]
item-header — [381, 338, 492, 362]
item-body-text: حکومت آزاد کشمیر نے مسئلہ کشمیر کے حل کے لیے عالمی برادری سے اپیل کی ہے کہ وہ اقوام متحدہ کی قراردادوں کے مطابق کشمیری عوام کو حق خودارادیت دلانے میں اپنا کردار ادا کرے وزیراعظم نے کہا کہ کشمیری عوام کی قربانیاں رائیگاں نہیں جائیں گی اور پاکستان کشمیریوں کی سیاسی — [381, 1143, 492, 1248]
